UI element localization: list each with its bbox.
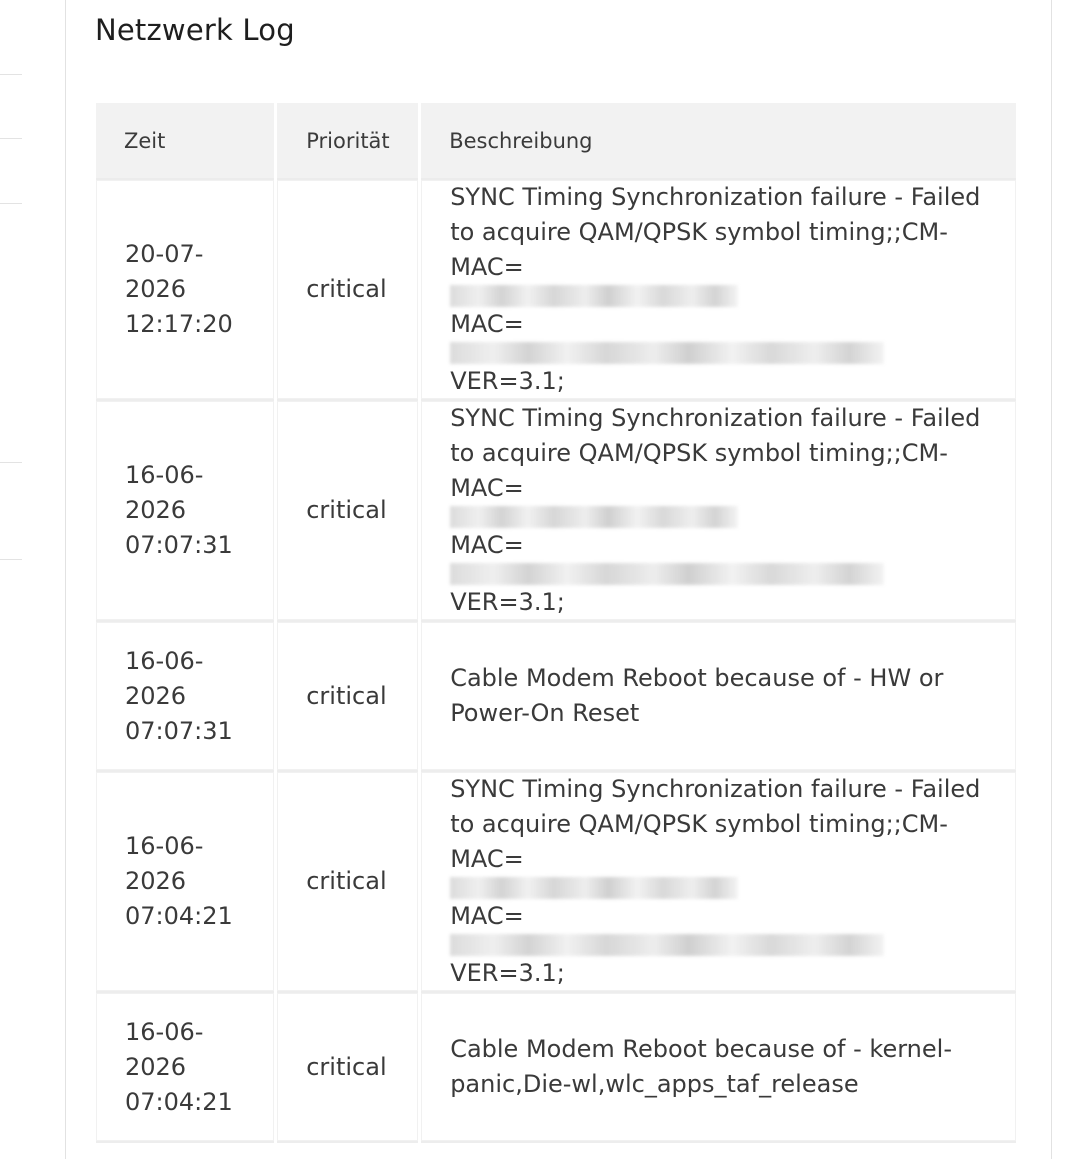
log-year: 2026 xyxy=(125,496,187,524)
description-line: VER=3.1; xyxy=(450,959,565,987)
redacted-mac xyxy=(450,934,884,956)
description-line: Cable Modem Reboot because of - kernel- xyxy=(450,1035,952,1063)
log-description xyxy=(421,622,1016,772)
table-row xyxy=(96,401,1016,622)
description-line: Power-On Reset xyxy=(450,699,640,727)
log-priority: critical xyxy=(277,993,418,1143)
column-header-time[interactable]: Zeit xyxy=(96,103,274,180)
redacted-mac xyxy=(450,877,738,899)
description-line xyxy=(450,842,987,899)
log-description xyxy=(421,180,1016,401)
description-line: SYNC Timing Synchronization failure - Failed xyxy=(450,183,981,211)
description-line xyxy=(450,307,987,364)
description-line: Cable Modem Reboot because of - HW or xyxy=(450,664,944,692)
sidebar-divider xyxy=(0,74,22,75)
mac-label: MAC= xyxy=(450,253,524,281)
log-description xyxy=(421,993,1016,1143)
log-date: 20-07- xyxy=(125,240,204,268)
page-title: Netzwerk Log xyxy=(95,13,295,47)
log-description xyxy=(421,401,1016,622)
log-year: 2026 xyxy=(125,681,187,710)
description-line: VER=3.1; xyxy=(450,367,565,395)
redacted-mac xyxy=(450,285,738,307)
network-log-table xyxy=(93,103,1019,1143)
log-date: 16-06- xyxy=(125,832,204,860)
log-clock: 07:04:21 xyxy=(125,1087,233,1116)
log-time xyxy=(96,772,274,993)
redacted-mac xyxy=(450,506,738,528)
description-line: to acquire QAM/QPSK symbol timing;;CM- xyxy=(450,439,948,467)
description-line xyxy=(450,471,987,528)
sidebar-divider xyxy=(0,559,22,560)
mac-label: MAC= xyxy=(450,474,524,502)
log-clock: 07:07:31 xyxy=(125,716,233,745)
table-row xyxy=(96,622,1016,772)
mac-label: MAC= xyxy=(450,902,524,930)
log-date: 16-06- xyxy=(125,461,204,489)
log-clock: 07:04:21 xyxy=(125,902,233,930)
column-header-priority[interactable]: Priorität xyxy=(277,103,418,180)
table-row xyxy=(96,993,1016,1143)
network-log-panel xyxy=(65,0,1052,1159)
description-line: panic,Die-wl,wlc_apps_taf_release xyxy=(450,1070,859,1098)
description-line: SYNC Timing Synchronization failure - Failed xyxy=(450,775,981,803)
log-time xyxy=(96,622,274,772)
mac-label: MAC= xyxy=(450,310,524,338)
redacted-mac xyxy=(450,563,884,585)
description-line xyxy=(450,899,987,956)
log-year: 2026 xyxy=(125,867,187,895)
log-description xyxy=(421,772,1016,993)
log-priority: critical xyxy=(277,622,418,772)
log-year: 2026 xyxy=(125,1052,187,1081)
log-clock: 12:17:20 xyxy=(125,310,233,338)
log-priority: critical xyxy=(277,772,418,993)
description-line: to acquire QAM/QPSK symbol timing;;CM- xyxy=(450,218,948,246)
mac-label: MAC= xyxy=(450,845,524,873)
mac-label: MAC= xyxy=(450,531,524,559)
description-line: VER=3.1; xyxy=(450,588,565,616)
sidebar-divider xyxy=(0,138,22,139)
redacted-mac xyxy=(450,342,884,364)
log-priority: critical xyxy=(277,180,418,401)
log-year: 2026 xyxy=(125,275,187,303)
sidebar-divider xyxy=(0,203,22,204)
log-time xyxy=(96,401,274,622)
log-time xyxy=(96,993,274,1143)
log-time xyxy=(96,180,274,401)
log-clock: 07:07:31 xyxy=(125,531,233,559)
description-line: SYNC Timing Synchronization failure - Failed xyxy=(450,404,981,432)
column-header-description[interactable]: Beschreibung xyxy=(421,103,1016,180)
table-row xyxy=(96,180,1016,401)
description-line xyxy=(450,250,987,307)
log-date: 16-06- xyxy=(125,1017,204,1046)
log-date: 16-06- xyxy=(125,646,204,675)
table-row xyxy=(96,772,1016,993)
description-line: to acquire QAM/QPSK symbol timing;;CM- xyxy=(450,810,948,838)
description-line xyxy=(450,528,987,585)
sidebar-divider xyxy=(0,462,22,463)
log-priority: critical xyxy=(277,401,418,622)
table-header-row xyxy=(96,103,1016,180)
